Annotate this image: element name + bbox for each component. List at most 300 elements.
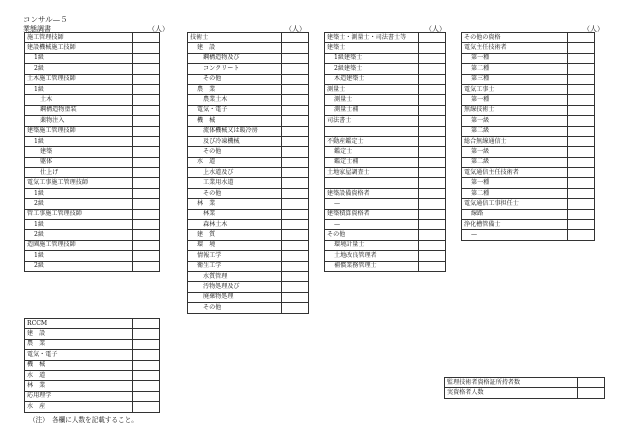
row-label: 水 道 — [25, 370, 133, 380]
table-row — [25, 178, 160, 188]
count-cell[interactable] — [133, 84, 160, 94]
table-row — [462, 95, 595, 105]
row-label: 土地改良管理者 — [325, 251, 419, 261]
row-label: 林 業 — [25, 381, 133, 391]
count-cell[interactable] — [568, 178, 595, 188]
count-cell[interactable] — [419, 95, 446, 105]
row-label: 第二級 — [462, 157, 568, 167]
count-cell[interactable] — [568, 126, 595, 136]
table-row — [25, 168, 160, 178]
table-row — [25, 95, 160, 105]
count-cell[interactable] — [133, 95, 160, 105]
count-cell[interactable] — [133, 147, 160, 157]
row-label: 電気主任技術者 — [462, 43, 568, 53]
row-label: 不動産鑑定士 — [325, 136, 419, 146]
row-label: 森林土木 — [188, 220, 282, 230]
row-label: 測量士補 — [325, 105, 419, 115]
count-cell[interactable] — [282, 116, 309, 126]
count-cell[interactable] — [568, 209, 595, 219]
table-row — [188, 43, 309, 53]
table-row — [25, 147, 160, 157]
row-label: 司法書士 — [325, 116, 419, 126]
count-cell[interactable] — [282, 53, 309, 63]
count-cell[interactable] — [133, 157, 160, 167]
row-label: 第一級 — [462, 147, 568, 157]
table-row — [188, 261, 309, 271]
count-cell[interactable] — [568, 74, 595, 84]
row-label: その他 — [188, 303, 282, 313]
row-label: 2級 — [25, 261, 133, 271]
count-cell[interactable] — [282, 240, 309, 250]
table-row — [325, 126, 446, 136]
table-row — [188, 116, 309, 126]
count-cell[interactable] — [419, 136, 446, 146]
table-row — [188, 105, 309, 115]
count-cell[interactable] — [419, 157, 446, 167]
table-row — [188, 178, 309, 188]
row-label: 1級建築士 — [325, 53, 419, 63]
row-label: 建築 — [25, 147, 133, 157]
count-cell[interactable] — [282, 220, 309, 230]
row-label: 水 道 — [188, 157, 282, 167]
table-summary — [444, 377, 605, 399]
table-row — [25, 188, 160, 198]
count-cell[interactable] — [568, 84, 595, 94]
table-row — [462, 230, 595, 240]
count-cell[interactable] — [419, 220, 446, 230]
row-label: 水質管理 — [188, 271, 282, 281]
row-label: 林 業 — [188, 199, 282, 209]
count-cell[interactable] — [133, 402, 160, 412]
table-row — [188, 95, 309, 105]
row-label: その他の資格 — [462, 33, 568, 43]
table-row — [325, 251, 446, 261]
count-cell[interactable] — [419, 74, 446, 84]
count-cell[interactable] — [419, 209, 446, 219]
count-cell[interactable] — [568, 147, 595, 157]
row-label: — — [325, 220, 419, 230]
row-label: 電気工事施工管理技師 — [25, 178, 133, 188]
table-row — [462, 147, 595, 157]
table-row — [325, 199, 446, 209]
table-row — [25, 64, 160, 74]
count-cell[interactable] — [419, 105, 446, 115]
row-label: 環境計量士 — [325, 240, 419, 250]
table-architects-surveyors — [324, 32, 446, 272]
table-row — [462, 116, 595, 126]
table-row — [188, 292, 309, 302]
count-cell[interactable] — [419, 199, 446, 209]
count-cell[interactable] — [133, 261, 160, 271]
count-cell[interactable] — [419, 230, 446, 240]
count-cell[interactable] — [282, 209, 309, 219]
table-row — [25, 220, 160, 230]
count-cell[interactable] — [419, 43, 446, 53]
row-label: 仕上げ — [25, 168, 133, 178]
table-row — [325, 43, 446, 53]
section-title: 業態調書 — [23, 25, 51, 33]
count-cell[interactable] — [419, 53, 446, 63]
table-row — [188, 74, 309, 84]
row-label: 2級 — [25, 230, 133, 240]
table-row — [25, 157, 160, 167]
unit-label-col4: （人） — [583, 25, 604, 33]
row-label: 2級建築士 — [325, 64, 419, 74]
count-cell[interactable] — [133, 391, 160, 401]
row-label: 土木 — [25, 95, 133, 105]
document-id: コンサル—５ — [23, 15, 68, 24]
count-cell[interactable] — [282, 84, 309, 94]
row-label: コンクリート — [188, 64, 282, 74]
row-label: 汚物処理及び — [188, 282, 282, 292]
table-row — [188, 230, 309, 240]
row-label: 実資格者人数 — [445, 388, 578, 398]
row-label: 第一種 — [462, 95, 568, 105]
count-cell[interactable] — [568, 43, 595, 53]
table-row — [462, 199, 595, 209]
row-label: その他 — [188, 74, 282, 84]
table-row — [188, 157, 309, 167]
row-label: その他 — [188, 188, 282, 198]
row-label: 機 械 — [25, 360, 133, 370]
count-cell[interactable] — [133, 240, 160, 250]
row-label: 鑑定士補 — [325, 157, 419, 167]
count-cell[interactable] — [133, 220, 160, 230]
table-row — [188, 84, 309, 94]
table-construction-managers — [24, 32, 160, 272]
count-cell[interactable] — [133, 251, 160, 261]
table-row — [325, 95, 446, 105]
table-row — [188, 147, 309, 157]
table-row — [188, 199, 309, 209]
count-cell[interactable] — [568, 105, 595, 115]
count-cell[interactable] — [133, 350, 160, 360]
row-label: 建築積算資格者 — [325, 209, 419, 219]
count-cell[interactable] — [133, 381, 160, 391]
table-row — [462, 136, 595, 146]
table-row — [25, 360, 160, 370]
table-row — [25, 74, 160, 84]
row-label: 無線技術士 — [462, 105, 568, 115]
table-row — [25, 43, 160, 53]
table-row — [25, 126, 160, 136]
table-row — [325, 168, 446, 178]
row-label: 土地家屋調査士 — [325, 168, 419, 178]
count-cell[interactable] — [133, 105, 160, 115]
count-cell[interactable] — [568, 230, 595, 240]
table-row — [188, 303, 309, 313]
count-cell[interactable] — [133, 199, 160, 209]
count-cell[interactable] — [282, 188, 309, 198]
count-cell[interactable] — [282, 168, 309, 178]
count-cell[interactable] — [568, 188, 595, 198]
row-label: 水 産 — [25, 402, 133, 412]
row-label: 建 設 — [188, 43, 282, 53]
row-label: 1級 — [25, 136, 133, 146]
table-row — [325, 240, 446, 250]
row-label: 1級 — [25, 251, 133, 261]
row-label: 建 質 — [188, 230, 282, 240]
row-label: 建築設備資格者 — [325, 188, 419, 198]
count-cell[interactable] — [133, 168, 160, 178]
count-cell[interactable] — [133, 33, 160, 43]
table-row — [325, 84, 446, 94]
count-cell[interactable] — [568, 199, 595, 209]
row-label: 造園施工管理技師 — [25, 240, 133, 250]
table-row — [188, 282, 309, 292]
table-row — [462, 64, 595, 74]
count-cell[interactable] — [282, 282, 309, 292]
count-cell[interactable] — [282, 43, 309, 53]
count-cell[interactable] — [133, 74, 160, 84]
table-row — [188, 188, 309, 198]
count-cell[interactable] — [568, 116, 595, 126]
table-row — [25, 230, 160, 240]
table-row — [462, 157, 595, 167]
table-professional-engineers — [187, 32, 309, 314]
row-label: 建築士 — [325, 43, 419, 53]
count-cell[interactable] — [419, 33, 446, 43]
table-row — [462, 105, 595, 115]
row-label: 測量士 — [325, 84, 419, 94]
table-row — [25, 240, 160, 250]
row-label: 木造建築士 — [325, 74, 419, 84]
row-label: 工業用水道 — [188, 178, 282, 188]
row-label: 林業 — [188, 209, 282, 219]
table-row — [25, 199, 160, 209]
table-row — [462, 53, 595, 63]
table-row — [25, 116, 160, 126]
unit-label-col2: （人） — [285, 25, 306, 33]
row-label: 測量士 — [325, 95, 419, 105]
row-label: 建築施工管理技師 — [25, 126, 133, 136]
table-row — [188, 271, 309, 281]
table-row — [25, 261, 160, 271]
count-cell[interactable] — [133, 319, 160, 329]
row-label: 建設機械施工技師 — [25, 43, 133, 53]
row-label: 電気・電子 — [25, 350, 133, 360]
row-label: 流体機械又は暖冷房 — [188, 126, 282, 136]
count-cell[interactable] — [133, 116, 160, 126]
row-label: — — [462, 230, 568, 240]
count-cell[interactable] — [282, 230, 309, 240]
count-cell[interactable] — [133, 126, 160, 136]
row-label: その他 — [188, 147, 282, 157]
row-label: 機 械 — [188, 116, 282, 126]
table-row — [25, 381, 160, 391]
table-row — [325, 261, 446, 271]
count-cell[interactable] — [568, 136, 595, 146]
row-label: RCCM — [25, 319, 133, 329]
row-label: 農業土木 — [188, 95, 282, 105]
count-cell[interactable] — [419, 147, 446, 157]
row-label: — — [325, 199, 419, 209]
row-label: 土木施工管理技師 — [25, 74, 133, 84]
row-label: 管工事施工管理技師 — [25, 209, 133, 219]
table-row — [462, 84, 595, 94]
count-cell[interactable] — [282, 178, 309, 188]
row-label: 衛生工学 — [188, 261, 282, 271]
count-cell[interactable] — [578, 378, 605, 388]
count-cell[interactable] — [568, 157, 595, 167]
count-cell[interactable] — [282, 261, 309, 271]
table-row — [25, 53, 160, 63]
table-row — [462, 74, 595, 84]
count-cell[interactable] — [419, 84, 446, 94]
count-cell[interactable] — [133, 53, 160, 63]
count-cell[interactable] — [568, 95, 595, 105]
table-row — [325, 136, 446, 146]
count-cell[interactable] — [133, 329, 160, 339]
count-cell[interactable] — [133, 188, 160, 198]
count-cell[interactable] — [419, 251, 446, 261]
table-row — [188, 126, 309, 136]
table-row — [325, 116, 446, 126]
table-row — [462, 33, 595, 43]
row-label: 電気・電子 — [188, 105, 282, 115]
count-cell[interactable] — [578, 388, 605, 398]
table-row — [25, 84, 160, 94]
count-cell[interactable] — [282, 271, 309, 281]
table-row — [188, 168, 309, 178]
table-row — [325, 105, 446, 115]
count-cell[interactable] — [419, 261, 446, 271]
count-cell[interactable] — [282, 136, 309, 146]
row-label: 2級 — [25, 64, 133, 74]
row-label: 第二種 — [462, 64, 568, 74]
row-label: 1級 — [25, 188, 133, 198]
row-label: 応用理学 — [25, 391, 133, 401]
row-label: 電気通信工事担任士 — [462, 199, 568, 209]
count-cell[interactable] — [282, 199, 309, 209]
count-cell[interactable] — [282, 126, 309, 136]
row-label: 補償業務管理士 — [325, 261, 419, 271]
count-cell[interactable] — [133, 43, 160, 53]
table-row — [25, 105, 160, 115]
row-label: 薬物注入 — [25, 116, 133, 126]
table-row — [188, 53, 309, 63]
row-label: 線路 — [462, 209, 568, 219]
row-label: 浄化槽管備士 — [462, 220, 568, 230]
table-row — [188, 240, 309, 250]
table-row — [25, 339, 160, 349]
row-label: 電気工事士 — [462, 84, 568, 94]
count-cell[interactable] — [282, 95, 309, 105]
row-label: 第二級 — [462, 126, 568, 136]
row-label: 鋼構造物塗装 — [25, 105, 133, 115]
table-row — [25, 350, 160, 360]
table-row — [445, 388, 605, 398]
count-cell[interactable] — [419, 188, 446, 198]
row-label: 第三種 — [462, 74, 568, 84]
row-label: 鋼構造物及び — [188, 53, 282, 63]
table-row — [325, 178, 446, 188]
table-row — [462, 43, 595, 53]
row-label — [325, 178, 419, 188]
count-cell[interactable] — [568, 168, 595, 178]
table-row — [325, 157, 446, 167]
count-cell[interactable] — [419, 126, 446, 136]
row-label: 電気通信主任技術者 — [462, 168, 568, 178]
count-cell[interactable] — [133, 64, 160, 74]
count-cell[interactable] — [282, 33, 309, 43]
row-label: 及び冷凍機械 — [188, 136, 282, 146]
row-label: 第一種 — [462, 178, 568, 188]
row-label: 情報工学 — [188, 251, 282, 261]
table-row — [325, 220, 446, 230]
count-cell[interactable] — [568, 53, 595, 63]
count-cell[interactable] — [282, 303, 309, 313]
row-label: 施工管理技師 — [25, 33, 133, 43]
table-row — [25, 370, 160, 380]
count-cell[interactable] — [282, 251, 309, 261]
table-other-qualifications — [461, 32, 595, 241]
count-cell[interactable] — [282, 74, 309, 84]
row-label: 農 業 — [188, 84, 282, 94]
row-label: 第二種 — [462, 188, 568, 198]
row-label: 上水道及び — [188, 168, 282, 178]
count-cell[interactable] — [419, 64, 446, 74]
count-cell[interactable] — [419, 168, 446, 178]
table-row — [462, 178, 595, 188]
count-cell[interactable] — [133, 178, 160, 188]
table-row — [325, 74, 446, 84]
count-cell[interactable] — [419, 240, 446, 250]
table-row — [462, 220, 595, 230]
count-cell[interactable] — [133, 360, 160, 370]
row-label: 第一種 — [462, 53, 568, 63]
table-row — [188, 33, 309, 43]
count-cell[interactable] — [133, 136, 160, 146]
row-label: 鑑定士 — [325, 147, 419, 157]
count-cell[interactable] — [133, 339, 160, 349]
table-row — [188, 209, 309, 219]
count-cell[interactable] — [282, 292, 309, 302]
count-cell[interactable] — [419, 116, 446, 126]
row-label: 監理技術者資格証所持者数 — [445, 378, 578, 388]
row-label: 建築士・測量士・司法書士等 — [325, 33, 419, 43]
table-row — [25, 136, 160, 146]
table-row — [188, 251, 309, 261]
row-label: 1級 — [25, 84, 133, 94]
row-label: 技術士 — [188, 33, 282, 43]
table-rccm — [24, 318, 160, 413]
count-cell[interactable] — [568, 220, 595, 230]
table-row — [325, 230, 446, 240]
count-cell[interactable] — [133, 370, 160, 380]
table-row — [462, 188, 595, 198]
footnote: （注） 各欄に人数を記載すること。 — [29, 416, 138, 424]
unit-label-col3: （人） — [425, 25, 446, 33]
table-row — [25, 209, 160, 219]
row-label: 総合無線通信士 — [462, 136, 568, 146]
count-cell[interactable] — [133, 230, 160, 240]
count-cell[interactable] — [282, 105, 309, 115]
row-label: 建 設 — [25, 329, 133, 339]
count-cell[interactable] — [282, 147, 309, 157]
table-row — [325, 53, 446, 63]
row-label — [325, 126, 419, 136]
count-cell[interactable] — [282, 64, 309, 74]
count-cell[interactable] — [568, 33, 595, 43]
row-label: その他 — [325, 230, 419, 240]
table-row — [25, 251, 160, 261]
count-cell[interactable] — [419, 178, 446, 188]
count-cell[interactable] — [133, 209, 160, 219]
count-cell[interactable] — [282, 157, 309, 167]
table-row — [25, 33, 160, 43]
count-cell[interactable] — [568, 64, 595, 74]
